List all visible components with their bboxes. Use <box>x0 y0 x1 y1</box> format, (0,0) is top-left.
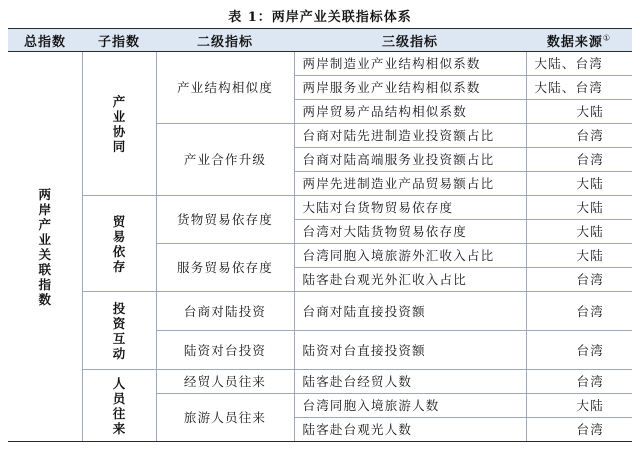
source-cell: 大陆、台湾 <box>526 76 632 100</box>
third-level-cell: 台商对陆直接投资额 <box>294 292 526 331</box>
source-cell: 大陆 <box>526 100 632 124</box>
third-level-cell: 陆资对台直接投资额 <box>294 331 526 370</box>
sub-index-cell <box>82 196 156 292</box>
header-second-level: 二级指标 <box>156 29 294 52</box>
sub-index-label: 贸易依存 <box>112 213 126 274</box>
second-level-cell: 货物贸易依存度 <box>156 196 294 244</box>
sub-index-label: 产业协同 <box>112 93 126 154</box>
table-row <box>8 52 632 76</box>
source-cell: 大陆 <box>526 172 632 196</box>
second-level-cell: 产业合作升级 <box>156 124 294 196</box>
table-row <box>8 196 632 220</box>
source-cell: 台湾 <box>526 124 632 148</box>
third-level-cell: 两岸贸易产品结构相似系数 <box>294 100 526 124</box>
second-level-cell: 服务贸易依存度 <box>156 244 294 292</box>
third-level-cell: 台湾同胞入境旅游外汇收入占比 <box>294 244 526 268</box>
third-level-cell: 台商对陆高端服务业投资额占比 <box>294 148 526 172</box>
sub-index-cell <box>82 370 156 442</box>
source-cell: 大陆 <box>526 244 632 268</box>
header-data-source <box>526 29 632 52</box>
table-row <box>8 292 632 331</box>
third-level-cell: 台湾同胞入境旅游人数 <box>294 394 526 418</box>
source-cell: 台湾 <box>526 370 632 394</box>
second-level-cell: 经贸人员往来 <box>156 370 294 394</box>
table-row <box>8 370 632 394</box>
second-level-cell: 台商对陆投资 <box>156 292 294 331</box>
source-cell: 台湾 <box>526 331 632 370</box>
header-row <box>8 29 632 52</box>
second-level-cell: 陆资对台投资 <box>156 331 294 370</box>
source-cell: 台湾 <box>526 268 632 292</box>
source-cell: 大陆 <box>526 394 632 418</box>
source-cell: 大陆 <box>526 196 632 220</box>
source-cell: 台湾 <box>526 292 632 331</box>
header-sub-index: 子指数 <box>82 29 156 52</box>
source-cell: 大陆、台湾 <box>526 52 632 76</box>
third-level-cell: 陆客赴台观光外汇收入占比 <box>294 268 526 292</box>
header-total-index: 总指数 <box>8 29 82 52</box>
third-level-cell: 陆客赴台经贸人数 <box>294 370 526 394</box>
sub-index-cell <box>82 292 156 370</box>
header-third-level: 三级指标 <box>294 29 526 52</box>
indicator-table <box>8 28 632 442</box>
third-level-cell: 台湾对大陆货物贸易依存度 <box>294 220 526 244</box>
third-level-cell: 陆客赴台观光人数 <box>294 418 526 442</box>
table-title: 表 1：两岸产业关联指标体系 <box>228 10 412 25</box>
third-level-cell: 两岸制造业产业结构相似系数 <box>294 52 526 76</box>
source-cell: 台湾 <box>526 418 632 442</box>
header-source-label: 数据来源 <box>546 34 603 50</box>
total-index-label: 两岸产业关联指数 <box>38 186 51 307</box>
source-cell: 大陆 <box>526 220 632 244</box>
header-source-footnote: ① <box>602 33 612 43</box>
third-level-cell: 台商对陆先进制造业投资额占比 <box>294 124 526 148</box>
total-index-cell <box>8 52 82 442</box>
third-level-cell: 两岸先进制造业产品贸易额占比 <box>294 172 526 196</box>
sub-index-label: 人员往来 <box>112 375 126 436</box>
third-level-cell: 两岸服务业产业结构相似系数 <box>294 76 526 100</box>
third-level-cell: 大陆对台货物贸易依存度 <box>294 196 526 220</box>
source-cell: 台湾 <box>526 148 632 172</box>
sub-index-label: 投资互动 <box>112 300 126 361</box>
sub-index-cell <box>82 52 156 196</box>
second-level-cell: 产业结构相似度 <box>156 52 294 124</box>
second-level-cell: 旅游人员往来 <box>156 394 294 442</box>
